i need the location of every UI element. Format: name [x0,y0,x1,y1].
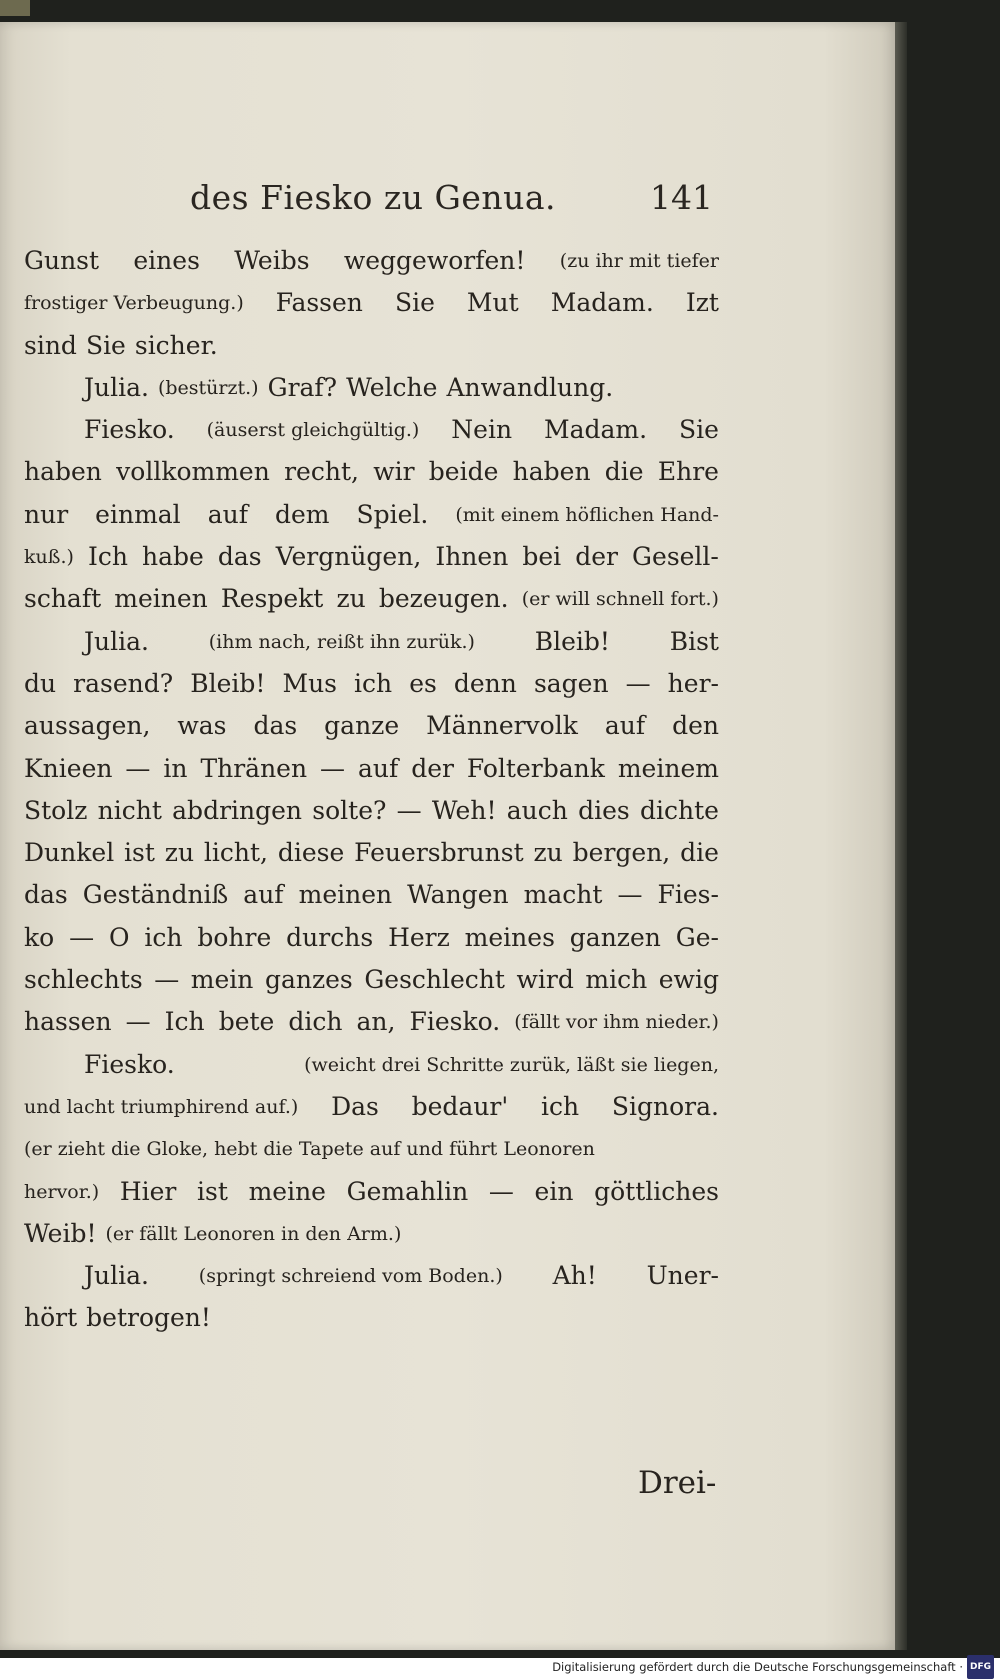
word: schaft [24,584,102,614]
text-line [24,1255,719,1297]
word: ich [541,1091,580,1121]
word: bergen, [572,838,671,868]
word: einmal [95,499,181,529]
word: Männervolk [426,711,578,741]
word: zu [164,838,195,868]
word: auf [357,753,399,783]
word: her- [667,668,719,698]
stage-direction: (fällt vor ihm nieder.) [514,1011,719,1034]
word: Ich [164,1007,205,1037]
text-line [24,1297,719,1339]
word: Herz [388,922,450,952]
word: ganze [324,711,400,741]
word: Ich [87,542,128,572]
word: Welche [346,372,438,402]
word: bohre [197,922,272,952]
word: — [320,753,346,783]
word: meinen [298,880,393,910]
text-line [24,1213,719,1255]
word: Madam. [544,415,648,445]
word: auf [243,880,284,910]
text-line [24,409,719,451]
text-line [24,451,719,493]
word: mich [585,965,648,995]
word: Gunst [24,246,100,275]
text-line [24,1128,719,1170]
word: ganzes [264,965,353,995]
word: Graf? [267,372,338,402]
word: macht [523,880,603,910]
word: die [680,838,719,868]
text-line [24,705,719,747]
word: Spiel. [356,499,429,529]
word: durchs [286,922,374,952]
word: Ehre [657,457,719,487]
word: was [177,711,227,741]
word: Feuersbrunst [354,838,524,868]
word: meines [464,922,555,952]
word: abdringen [172,795,303,825]
text-line [24,621,719,663]
word: bete [218,1007,275,1037]
stage-direction: (er zieht die Gloke, hebt die Tapete auf und führt Leonoren [24,1138,595,1161]
word: wir [373,457,415,487]
word: Hier [119,1176,177,1206]
word: zu [336,584,366,614]
speaker-name: Julia. [84,1261,149,1291]
word: Izt [685,288,719,318]
stage-direction: (mit einem höflichen Hand- [455,503,719,526]
stage-direction: frostiger Verbeugung.) [24,292,244,315]
word: — [625,668,651,698]
word: dich [288,1007,343,1037]
word: nicht [97,795,162,825]
stage-direction: (äuserst gleichgültig.) [206,419,420,442]
word: ganzen [569,922,661,952]
word: dem [274,499,330,529]
catchword: Drei- [638,1465,717,1501]
stage-direction: (er fällt Leonoren in den Arm.) [105,1222,402,1245]
speaker-name: Fiesko. [84,1049,175,1079]
word: — [69,922,95,952]
word: haben [512,457,591,487]
text-line [24,874,719,916]
word: Anwandlung. [446,372,614,402]
word: Fiesko. [409,1007,501,1037]
word: Weibs [234,246,310,275]
word: Madam. [550,288,654,318]
word: die [604,457,644,487]
word: Weh! [431,795,497,825]
word: ko [24,922,55,952]
word: Sie [679,415,719,445]
word: rasend? [73,668,174,698]
word: Dunkel [24,838,115,868]
word: Vergnügen, [275,542,422,572]
word: Das [331,1091,379,1121]
binding-corner [0,0,30,16]
word: ewig [658,965,719,995]
word: hört [24,1303,78,1333]
text-line [24,536,719,578]
text-line [24,790,719,832]
text-line [24,748,719,790]
stage-direction: kuß.) [24,546,74,569]
word: aussagen, [24,711,151,741]
text-line [24,959,719,1001]
text-line [24,578,719,620]
word: mein [190,965,254,995]
word: habe [142,542,204,572]
word: licht, [203,838,269,868]
running-head: des Fiesko zu Genua. [190,178,557,217]
word: wird [516,965,574,995]
word: Stolz [24,795,88,825]
word: auch [506,795,568,825]
text-line [24,494,719,536]
word: Mus [282,668,337,698]
page-number: 141 [650,178,713,217]
stage-direction: (weicht drei Schritte zurük, läßt sie liegen, [304,1053,719,1076]
word: ist [197,1176,228,1206]
word: beide [428,457,499,487]
word: ein [534,1176,574,1206]
word: auf [207,499,248,529]
text-line [24,282,719,324]
speaker-name: Julia. [84,372,149,402]
word: bedaur' [411,1091,509,1121]
word: der [411,753,454,783]
text-line [24,663,719,705]
text-line [24,325,719,367]
word: bezeugen. [378,584,509,614]
word: Wangen [407,880,509,910]
stage-direction: hervor.) [24,1180,100,1203]
speaker-name: Fiesko. [84,415,175,445]
word: Ah! [552,1261,597,1291]
word: Geschlecht [364,965,505,995]
word: Bleib! [534,626,610,656]
word: du [24,668,57,698]
word: — [125,1007,151,1037]
word: sagen [533,668,609,698]
word: Weib! [24,1218,97,1248]
word: Respekt [220,584,324,614]
word: meinen [114,584,208,614]
digitization-credit [552,1657,994,1677]
word: an, [356,1007,396,1037]
word: ich [354,668,393,698]
word: dichte [639,795,719,825]
word: Mut [466,288,519,318]
word: — [396,795,422,825]
word: diese [277,838,345,868]
text-line [24,1086,719,1128]
word: das [24,880,68,910]
word: vollkommen [116,457,270,487]
word: weggeworfen! [343,246,526,275]
word: es [409,668,437,698]
word: Gemahlin [346,1176,469,1206]
word: — [154,965,180,995]
word: göttliches [594,1176,719,1206]
text-line [24,1001,719,1043]
word: auf [604,711,646,741]
word: dies [578,795,630,825]
word: Nein [451,415,513,445]
word: in [163,753,188,783]
word: meinem [617,753,719,783]
word: Sie [85,330,126,360]
word: nur [24,499,69,529]
word: sind [24,330,77,360]
book-spine-edge [895,22,907,1650]
word: der [575,542,618,572]
word: betrogen! [86,1303,211,1333]
word: den [672,711,719,741]
word: Sie [394,288,435,318]
word: O [108,922,130,952]
credit-text: Digitalisierung gefördert durch die Deutsche Forschungsgemeinschaft · [552,1660,963,1674]
stage-direction: (bestürzt.) [157,376,259,399]
stage-direction: (ihm nach, reißt ihn zurük.) [208,630,475,653]
word: das [253,711,298,741]
word: schlechts [24,965,143,995]
word: haben [24,457,102,487]
text-line [24,917,719,959]
word: — [488,1176,514,1206]
word: Folterbank [466,753,605,783]
word: Fassen [275,288,363,318]
word: sicher. [134,330,218,360]
text-line [24,240,719,282]
word: solte? [312,795,387,825]
word: Uner- [646,1261,719,1291]
word: Ihnen [435,542,509,572]
word: zu [533,838,563,868]
word: meine [248,1176,326,1206]
word: Bleib! [190,668,266,698]
word: — [617,880,643,910]
stage-direction: (zu ihr mit tiefer [559,250,719,272]
text-line [24,367,719,409]
word: Bist [669,626,719,656]
text-line [24,1171,719,1213]
word: ich [144,922,183,952]
word: recht, [284,457,359,487]
speaker-name: Julia. [84,626,149,656]
word: Signora. [611,1091,719,1121]
text-line [24,1044,719,1086]
stage-direction: (er will schnell fort.) [521,588,719,611]
word: Geständniß [82,880,229,910]
word: ist [124,838,155,868]
word: Fies- [657,880,719,910]
stage-direction: (springt schreiend vom Boden.) [198,1265,503,1288]
word: denn [453,668,517,698]
word: bei [522,542,562,572]
word: Knieen [24,753,113,783]
text-line [24,832,719,874]
body-text [24,240,719,1340]
word: eines [133,246,200,275]
word: das [217,542,262,572]
word: Thränen [200,753,308,783]
stage-direction: und lacht triumphirend auf.) [24,1095,299,1118]
word: Gesell- [632,542,719,572]
word: Ge- [675,922,719,952]
word: — [125,753,151,783]
dfg-logo: DFG [967,1655,994,1679]
word: hassen [24,1007,112,1037]
